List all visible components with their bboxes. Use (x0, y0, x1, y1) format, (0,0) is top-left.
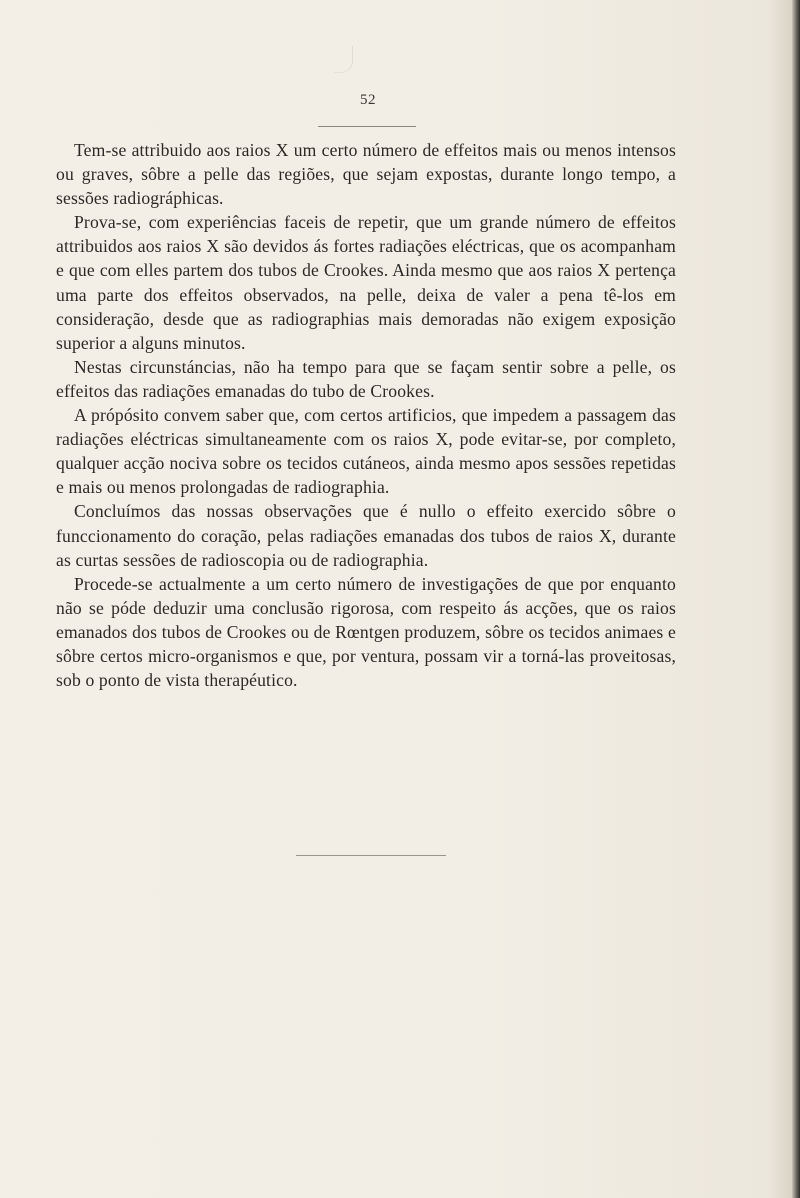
body-text (56, 138, 676, 692)
header-rule (318, 126, 416, 127)
paragraph-6: Procede-se actualmente a um certo número de investigações de que por enquanto não se póde deduzir uma conclusão rigorosa, com respeito ás acções, que os raios emanados dos tubos de Crookes ou de Rœntgen produzem, sôbre os tecidos animaes e sôbre certos micro-organismos e que, por ventura, possam vir a torná-las proveitosas, sob o ponto de vista therapéutico. (56, 573, 676, 691)
paragraph-2: Prova-se, com experiências faceis de repetir, que um grande número de effeitos attribuidos aos raios X são devidos ás fortes radiações eléctricas, que os acompanham e que com elles partem dos tubos de Crookes. Ainda mesmo que aos raios X pertença uma parte dos effeitos observados, na pelle, deixa de valer a pena tê-los em consideração, desde que as radiographias mais demoradas não exigem exposição superior a alguns minutos. (56, 212, 676, 353)
paragraph-1: Tem-se attribuido aos raios X um certo número de effeitos mais ou menos intensos ou graves, sôbre a pelle das regiões, que sejam expostas, durante longo tempo, a sessões radiográphicas. (56, 140, 676, 209)
page-number: 52 (360, 92, 376, 108)
paragraph-4: A própósito convem saber que, com certos artificios, que impedem a passagem das radiações eléctricas simultaneamente com os raios X, pode evitar-se, por completo, qualquer acção nociva sobre os tecidos cutáneos, ainda mesmo apos sessões repetidas e mais ou menos prolongadas de radiographia. (56, 405, 676, 498)
section-end-rule (296, 855, 446, 856)
paragraph-5: Concluímos das nossas observações que é nullo o effeito exercido sôbre o funccionamento do coração, pelas radiações emanadas dos tubos de raios X, durante as curtas sessões de radioscopia ou de radiographia. (56, 501, 676, 570)
page-binding-edge (792, 0, 800, 1198)
paragraph-3: Nestas circunstáncias, não ha tempo para que se façam sentir sobre a pelle, os effeitos das radiações emanadas do tubo de Crookes. (56, 356, 676, 401)
